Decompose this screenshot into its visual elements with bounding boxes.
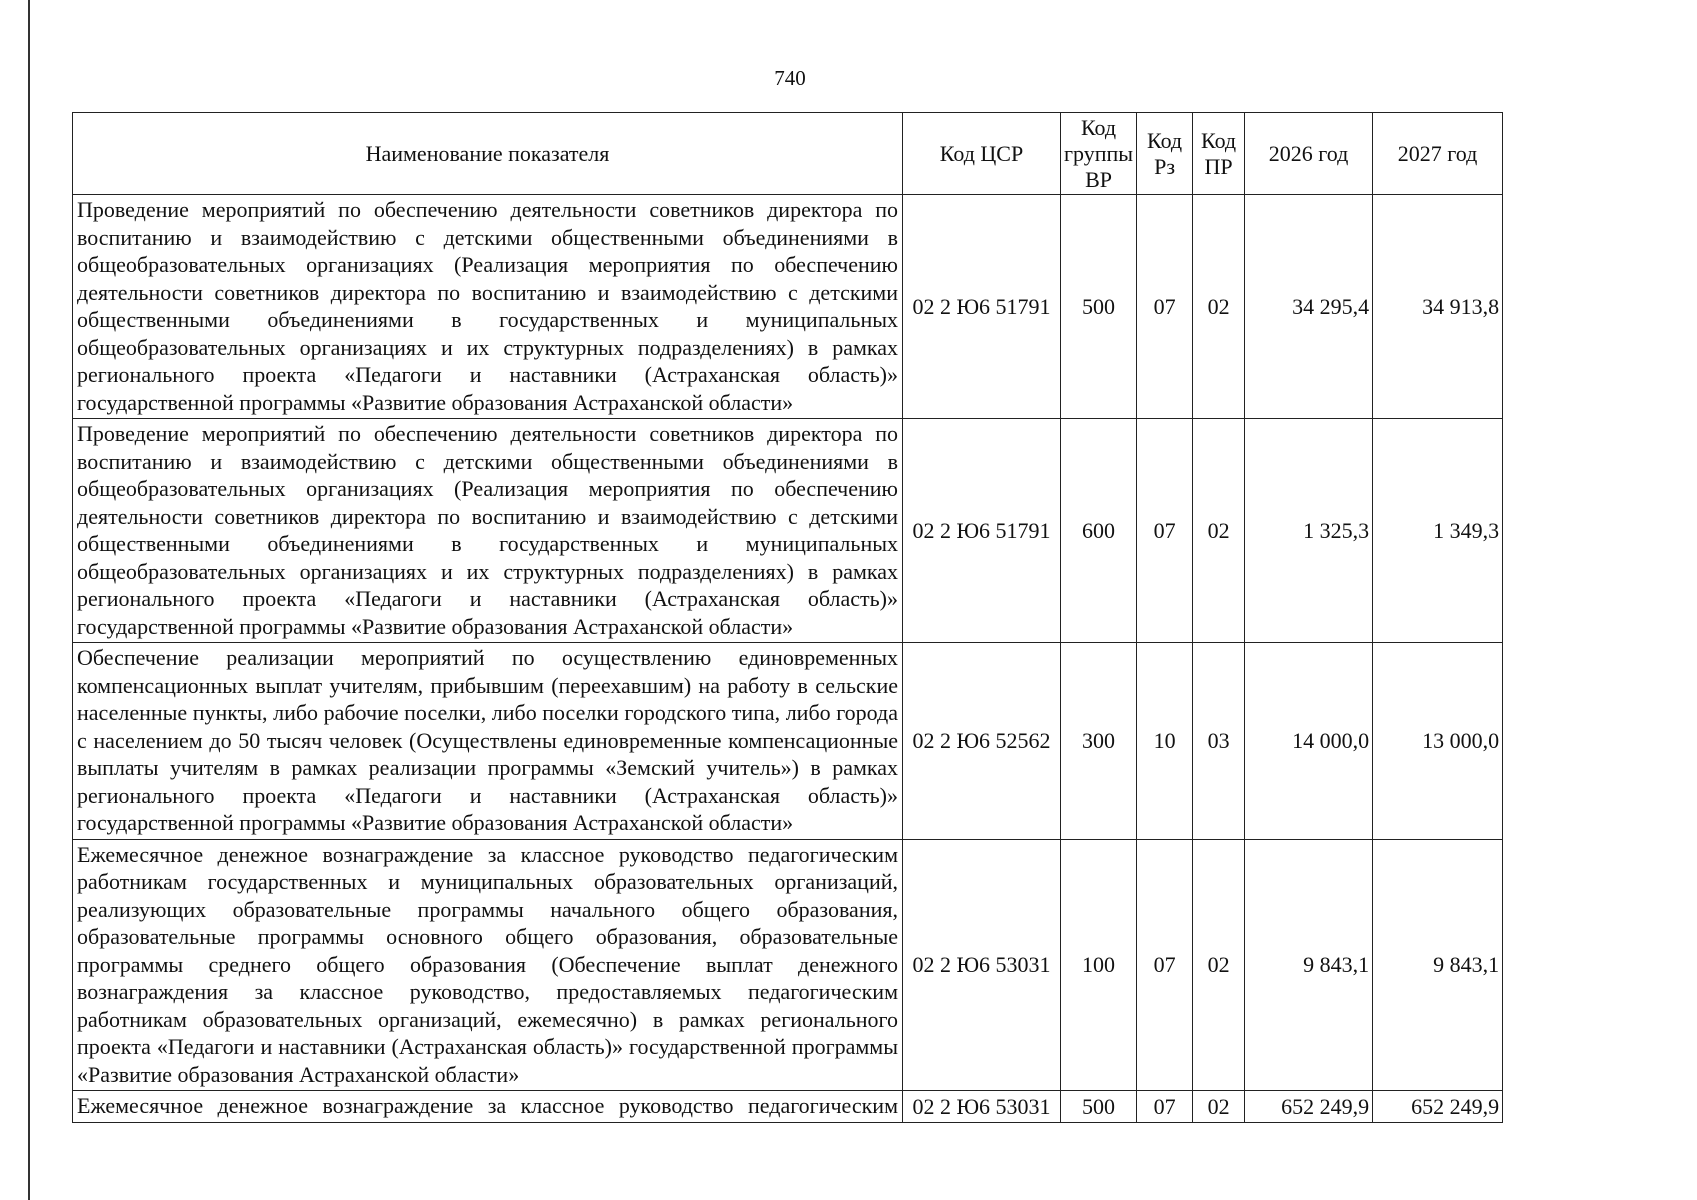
row-name: Проведение мероприятий по обеспечению деятельности советников директора по воспитанию и взаимодействию с детскими общественными объединениями в общеобразовательных организациях (Реализация мероприятия по обеспечению деятельности советников директора по воспитанию и взаимодействию с детскими общественными объединениями в государственных и муниципальных общеобразовательных организациях и их структурных подразделениях) в рамках регионального проекта «Педагоги и наставники (Астраханская область)» государственной программы «Развитие образования Астраханской области» xyxy=(73,195,903,419)
row-amount-2027: 652 249,9 xyxy=(1373,1091,1503,1123)
header-csr: Код ЦСР xyxy=(903,113,1061,195)
row-vr-code: 500 xyxy=(1061,195,1137,419)
row-csr-code: 02 2 Ю6 53031 xyxy=(903,839,1061,1091)
row-name: Ежемесячное денежное вознаграждение за классное руководство педагогическим работникам государственных и муниципальных образовательных организаций, реализующих образовательные программы начального общего образования, образовательные программы основного общего образования, образовательные программы среднего общего образования (Обеспечение выплат денежного вознаграждения за классное руководство, предоставляемых педагогическим работникам образовательных организаций, ежемесячно) в рамках регионального проекта «Педагоги и наставники (Астраханская область)» государственной программы «Развитие образования Астраханской области» xyxy=(73,839,903,1091)
table-header-row xyxy=(73,113,1503,195)
row-pr-code: 03 xyxy=(1193,643,1245,840)
row-amount-2027: 13 000,0 xyxy=(1373,643,1503,840)
page-number: 740 xyxy=(774,66,806,90)
header-name: Наименование показателя xyxy=(73,113,903,195)
row-csr-code: 02 2 Ю6 52562 xyxy=(903,643,1061,840)
row-amount-2027: 1 349,3 xyxy=(1373,419,1503,643)
header-2027: 2027 год xyxy=(1373,113,1503,195)
header-pr: Код ПР xyxy=(1193,113,1245,195)
row-rz-code: 07 xyxy=(1137,1091,1193,1123)
row-amount-2026: 1 325,3 xyxy=(1245,419,1373,643)
row-pr-code: 02 xyxy=(1193,419,1245,643)
row-amount-2026: 9 843,1 xyxy=(1245,839,1373,1091)
table-row xyxy=(73,839,1503,1091)
binding-edge-line xyxy=(28,0,30,1200)
row-vr-code: 600 xyxy=(1061,419,1137,643)
row-rz-code: 10 xyxy=(1137,643,1193,840)
table-row xyxy=(73,643,1503,840)
row-csr-code: 02 2 Ю6 51791 xyxy=(903,419,1061,643)
row-amount-2026: 14 000,0 xyxy=(1245,643,1373,840)
row-vr-code: 300 xyxy=(1061,643,1137,840)
row-csr-code: 02 2 Ю6 51791 xyxy=(903,195,1061,419)
header-2026: 2026 год xyxy=(1245,113,1373,195)
row-rz-code: 07 xyxy=(1137,419,1193,643)
row-amount-2026: 652 249,9 xyxy=(1245,1091,1373,1123)
row-amount-2027: 9 843,1 xyxy=(1373,839,1503,1091)
row-amount-2027: 34 913,8 xyxy=(1373,195,1503,419)
row-amount-2026: 34 295,4 xyxy=(1245,195,1373,419)
row-name: Проведение мероприятий по обеспечению деятельности советников директора по воспитанию и взаимодействию с детскими общественными объединениями в общеобразовательных организациях (Реализация мероприятия по обеспечению деятельности советников директора по воспитанию и взаимодействию с детскими общественными объединениями в государственных и муниципальных общеобразовательных организациях и их структурных подразделениях) в рамках регионального проекта «Педагоги и наставники (Астраханская область)» государственной программы «Развитие образования Астраханской области» xyxy=(73,419,903,643)
header-vr: Код группы ВР xyxy=(1061,113,1137,195)
row-pr-code: 02 xyxy=(1193,1091,1245,1123)
table-row xyxy=(73,419,1503,643)
table-row xyxy=(73,195,1503,419)
row-name: Обеспечение реализации мероприятий по осуществлению единовременных компенсационных выплат учителям, прибывшим (переехавшим) на работу в сельские населенные пункты, либо рабочие поселки, либо поселки городского типа, либо города с населением до 50 тысяч человек (Осуществлены единовременные компенсационные выплаты учителям в рамках реализации программы «Земский учитель») в рамках регионального проекта «Педагоги и наставники (Астраханская область)» государственной программы «Развитие образования Астраханской области» xyxy=(73,643,903,840)
row-vr-code: 500 xyxy=(1061,1091,1137,1123)
row-csr-code: 02 2 Ю6 53031 xyxy=(903,1091,1061,1123)
row-vr-code: 100 xyxy=(1061,839,1137,1091)
header-rz: Код Рз xyxy=(1137,113,1193,195)
table-row xyxy=(73,1091,1503,1123)
row-pr-code: 02 xyxy=(1193,839,1245,1091)
budget-table xyxy=(72,112,1503,1123)
row-rz-code: 07 xyxy=(1137,195,1193,419)
row-rz-code: 07 xyxy=(1137,839,1193,1091)
row-name: Ежемесячное денежное вознаграждение за классное руководство педагогическим xyxy=(73,1091,903,1123)
row-pr-code: 02 xyxy=(1193,195,1245,419)
